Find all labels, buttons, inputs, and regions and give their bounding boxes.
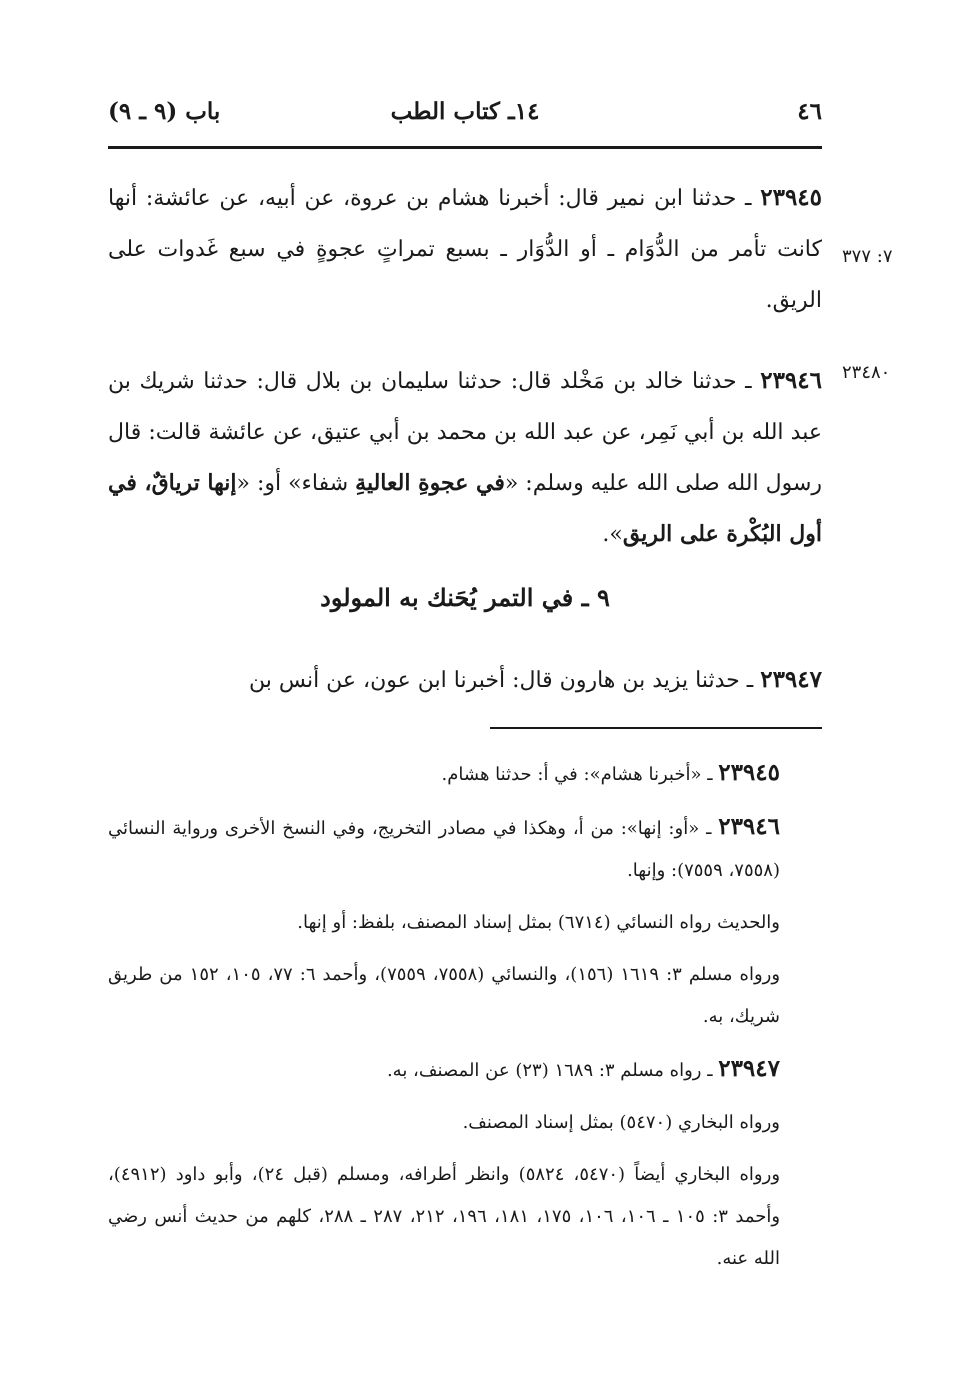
header-divider [108, 146, 822, 149]
margin-reference-1: ٧: ٣٧٧ [842, 246, 893, 267]
hadith-number: ٢٣٩٤٥ [760, 184, 823, 211]
hadith-number: ٢٣٩٤٦ [760, 367, 822, 394]
hadith-23947 [108, 654, 822, 706]
book-title: ١٤ـ كتاب الطب [390, 98, 540, 125]
hadith-text-continued: شفاء» أو: « [236, 471, 356, 496]
footnote [108, 806, 822, 892]
hadith-number: ٢٣٩٤٧ [760, 666, 822, 693]
hadith-bold-phrase: إنها ترياقٌ، في أول البُكْرة على الريق [107, 470, 822, 547]
footnote-number: ٢٣٩٤٦ [718, 813, 780, 840]
footnote-text: ـ رواه مسلم ٣: ١٦٨٩ (٢٣) عن المصنف، به. [386, 1060, 713, 1081]
page-number: ٤٦ [797, 98, 822, 125]
footnote-number: ٢٣٩٤٥ [718, 759, 780, 786]
footnote: والحديث رواه النسائي (٦٧١٤) بمثل إسناد المصنف، بلفظ: أو إنها. [297, 912, 780, 933]
footnote-text: ـ «أو: إنها»: من أ، وهكذا في مصادر التخريج، وفي النسخ الأخرى ورواية النسائي (٧٥٥٨، ٧٥٥٩): وإنها. [108, 818, 780, 881]
hadith-bold-phrase: في عجوةِ العاليةِ [355, 470, 505, 496]
footnote: ورواه البخاري (٥٤٧٠) بمثل إسناد المصنف. [462, 1112, 780, 1133]
footnote: ورواه البخاري أيضاً (٥٤٧٠، ٥٨٢٤) وانظر أطرافه، ومسلم (قبل ٢٤)، وأبو داود (٤٩١٢)، وأحمد ٣: ١٠٥ ـ ١٠٦، ١٠٦، ١٧٥، ١٨١، ١٩٦، ٢١٢، ٢٨٧ ـ ٢٨٨، كلهم من حديث أنس رضي الله عنه. [108, 1164, 781, 1269]
chapter-reference: باب (٩ ـ ٩) [108, 98, 221, 125]
footnote-divider [490, 727, 822, 729]
footnote [108, 752, 822, 796]
hadith-text: ـ حدثنا ابن نمير قال: أخبرنا هشام بن عروة، عن أبيه، عن عائشة: أنها كانت تأمر من الدُّوَام ـ أو الدُّوَار ـ بسبع تمراتٍ عجوةٍ في سبع غَدوات على الريق. [108, 186, 822, 313]
page-header [108, 98, 822, 138]
footnote-number: ٢٣٩٤٧ [718, 1055, 780, 1082]
hadith-text: ـ حدثنا يزيد بن هارون قال: أخبرنا ابن عون، عن أنس بن [249, 668, 754, 693]
section-heading: ٩ ـ في التمر يُحَنك به المولود [320, 583, 610, 612]
hadith-23945 [108, 172, 822, 326]
hadith-23946 [108, 355, 822, 560]
hadith-text: ـ حدثنا خالد بن مَخْلد قال: حدثنا سليمان بن بلال قال: حدثنا شريك بن عبد الله بن أبي نَمِر، عن عبد الله بن محمد بن أبي عتيق، عن عائشة قالت: قال رسول الله صلى الله عليه وسلم: « [108, 369, 822, 496]
footnotes [108, 752, 822, 1290]
footnote: ورواه مسلم ٣: ١٦١٩ (١٥٦)، والنسائي (٧٥٥٨، ٧٥٥٩)، وأحمد ٦: ٧٧، ١٠٥، ١٥٢ من طريق شريك، به. [108, 964, 781, 1027]
footnote-text: ـ «أخبرنا هشام»: في أ: حدثنا هشام. [441, 764, 713, 785]
margin-reference-2: ٢٣٤٨٠ [842, 362, 891, 383]
footnote [108, 1048, 822, 1092]
hadith-text-end: ». [602, 522, 623, 547]
